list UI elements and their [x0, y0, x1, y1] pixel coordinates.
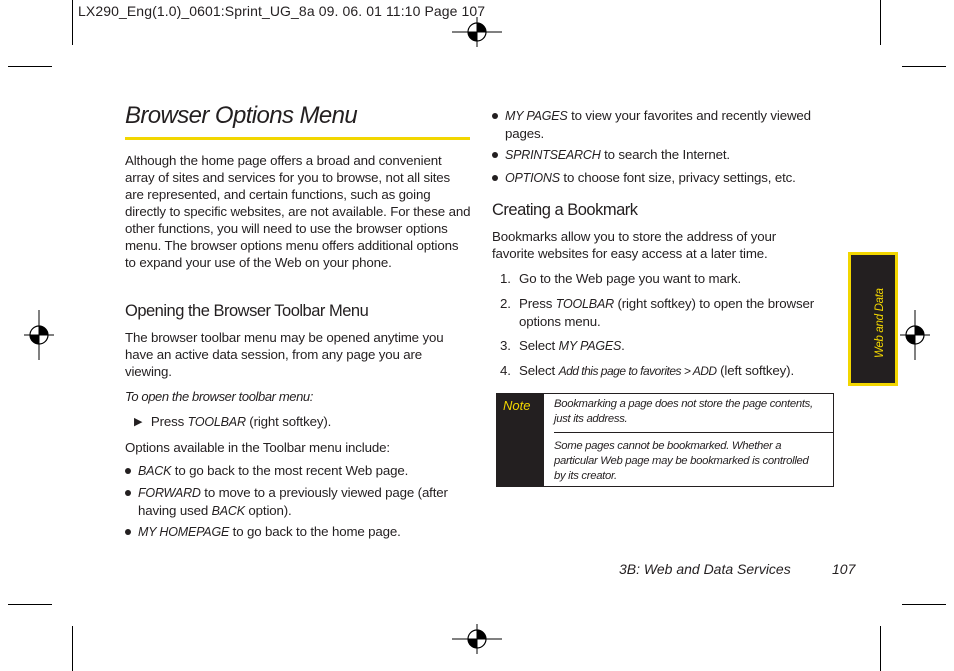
registration-mark-top-icon [452, 17, 502, 47]
crop-mark-bottom-left-horizontal [8, 604, 52, 605]
section-heading-toolbar: Opening the Browser Toolbar Menu [125, 302, 369, 320]
options-intro: Options available in the Toolbar menu include: [125, 440, 390, 455]
crop-mark-bottom-right-horizontal [902, 604, 946, 605]
crop-mark-top-left-horizontal [8, 66, 52, 67]
numbered-step: 4. Select Add this page to favorites > ADD (left softkey). [500, 363, 794, 378]
note-divider [554, 432, 833, 433]
numbered-step: 2. Press TOOLBAR (right softkey) to open the browser options menu. [500, 296, 814, 329]
numbered-step: 1. Go to the Web page you want to mark. [500, 271, 742, 286]
section-thumb-tab [848, 252, 898, 386]
bullet-icon [492, 175, 498, 181]
bullet-icon [125, 529, 131, 535]
numbered-step: 3. Select MY PAGES. [500, 338, 625, 353]
crop-mark-top-right-horizontal [902, 66, 946, 67]
bookmark-paragraph: Bookmarks allow you to store the address of your favorite websites for easy access at a later time. [492, 229, 776, 261]
list-item: MY PAGES to view your favorites and recently viewed pages. [492, 107, 834, 142]
list-item: FORWARD to move to a previously viewed page (after having used BACK option). [125, 484, 471, 520]
footer-section-name: 3B: Web and Data Services [619, 561, 791, 577]
note-box [496, 393, 834, 487]
note-text-1: Bookmarking a page does not store the page contents, just its address. [554, 398, 813, 425]
list-item: BACK to go back to the most recent Web page. [125, 462, 471, 480]
toolbar-paragraph: The browser toolbar menu may be opened anytime you have an active data session, from any page you are viewing. [125, 330, 444, 379]
bullet-icon [492, 113, 498, 119]
crop-mark-top-right-vertical [880, 0, 881, 45]
note-text-2: Some pages cannot be bookmarked. Whether a particular Web page may be bookmarked is controlled by its creator. [554, 440, 809, 482]
note-body [544, 394, 833, 486]
bullet-icon [492, 152, 498, 158]
crop-mark-top-left-vertical [72, 0, 73, 45]
bullet-icon [125, 468, 131, 474]
list-item: OPTIONS to choose font size, privacy settings, etc. [492, 169, 834, 187]
list-item: MY HOMEPAGE to go back to the home page. [125, 523, 471, 541]
note-label: Note [497, 394, 544, 486]
page-title: Browser Options Menu [125, 102, 358, 129]
bullet-icon [125, 490, 131, 496]
registration-mark-left-icon [24, 310, 54, 360]
procedure-lead: To open the browser toolbar menu: [125, 389, 313, 404]
section-thumb-tab-label: Web and Data [874, 288, 886, 358]
registration-mark-bottom-icon [452, 624, 502, 654]
arrow-icon: ▶ [134, 416, 143, 428]
crop-mark-bottom-right-vertical [880, 626, 881, 671]
registration-mark-right-icon [900, 310, 930, 360]
procedure-step: ▶ Press TOOLBAR (right softkey). [134, 414, 332, 429]
section-heading-bookmark: Creating a Bookmark [492, 201, 638, 219]
page-number: 107 [832, 561, 856, 577]
list-item: SPRINTSEARCH to search the Internet. [492, 146, 834, 164]
crop-mark-bottom-left-vertical [72, 626, 73, 671]
intro-paragraph: Although the home page offers a broad and convenient array of sites and services for you to browse, not all sites are represented, and certain functions, such as going directly to specific websites, are not available. For these and other functions, you will need to use the browser options menu. The browser options menu offers additional options to expand your use of the Web on your phone. [125, 153, 471, 270]
title-underline [125, 137, 470, 140]
print-slug: LX290_Eng(1.0)_0601:Sprint_UG_8a 09. 06. 01 11:10 Page 107 [78, 3, 486, 19]
